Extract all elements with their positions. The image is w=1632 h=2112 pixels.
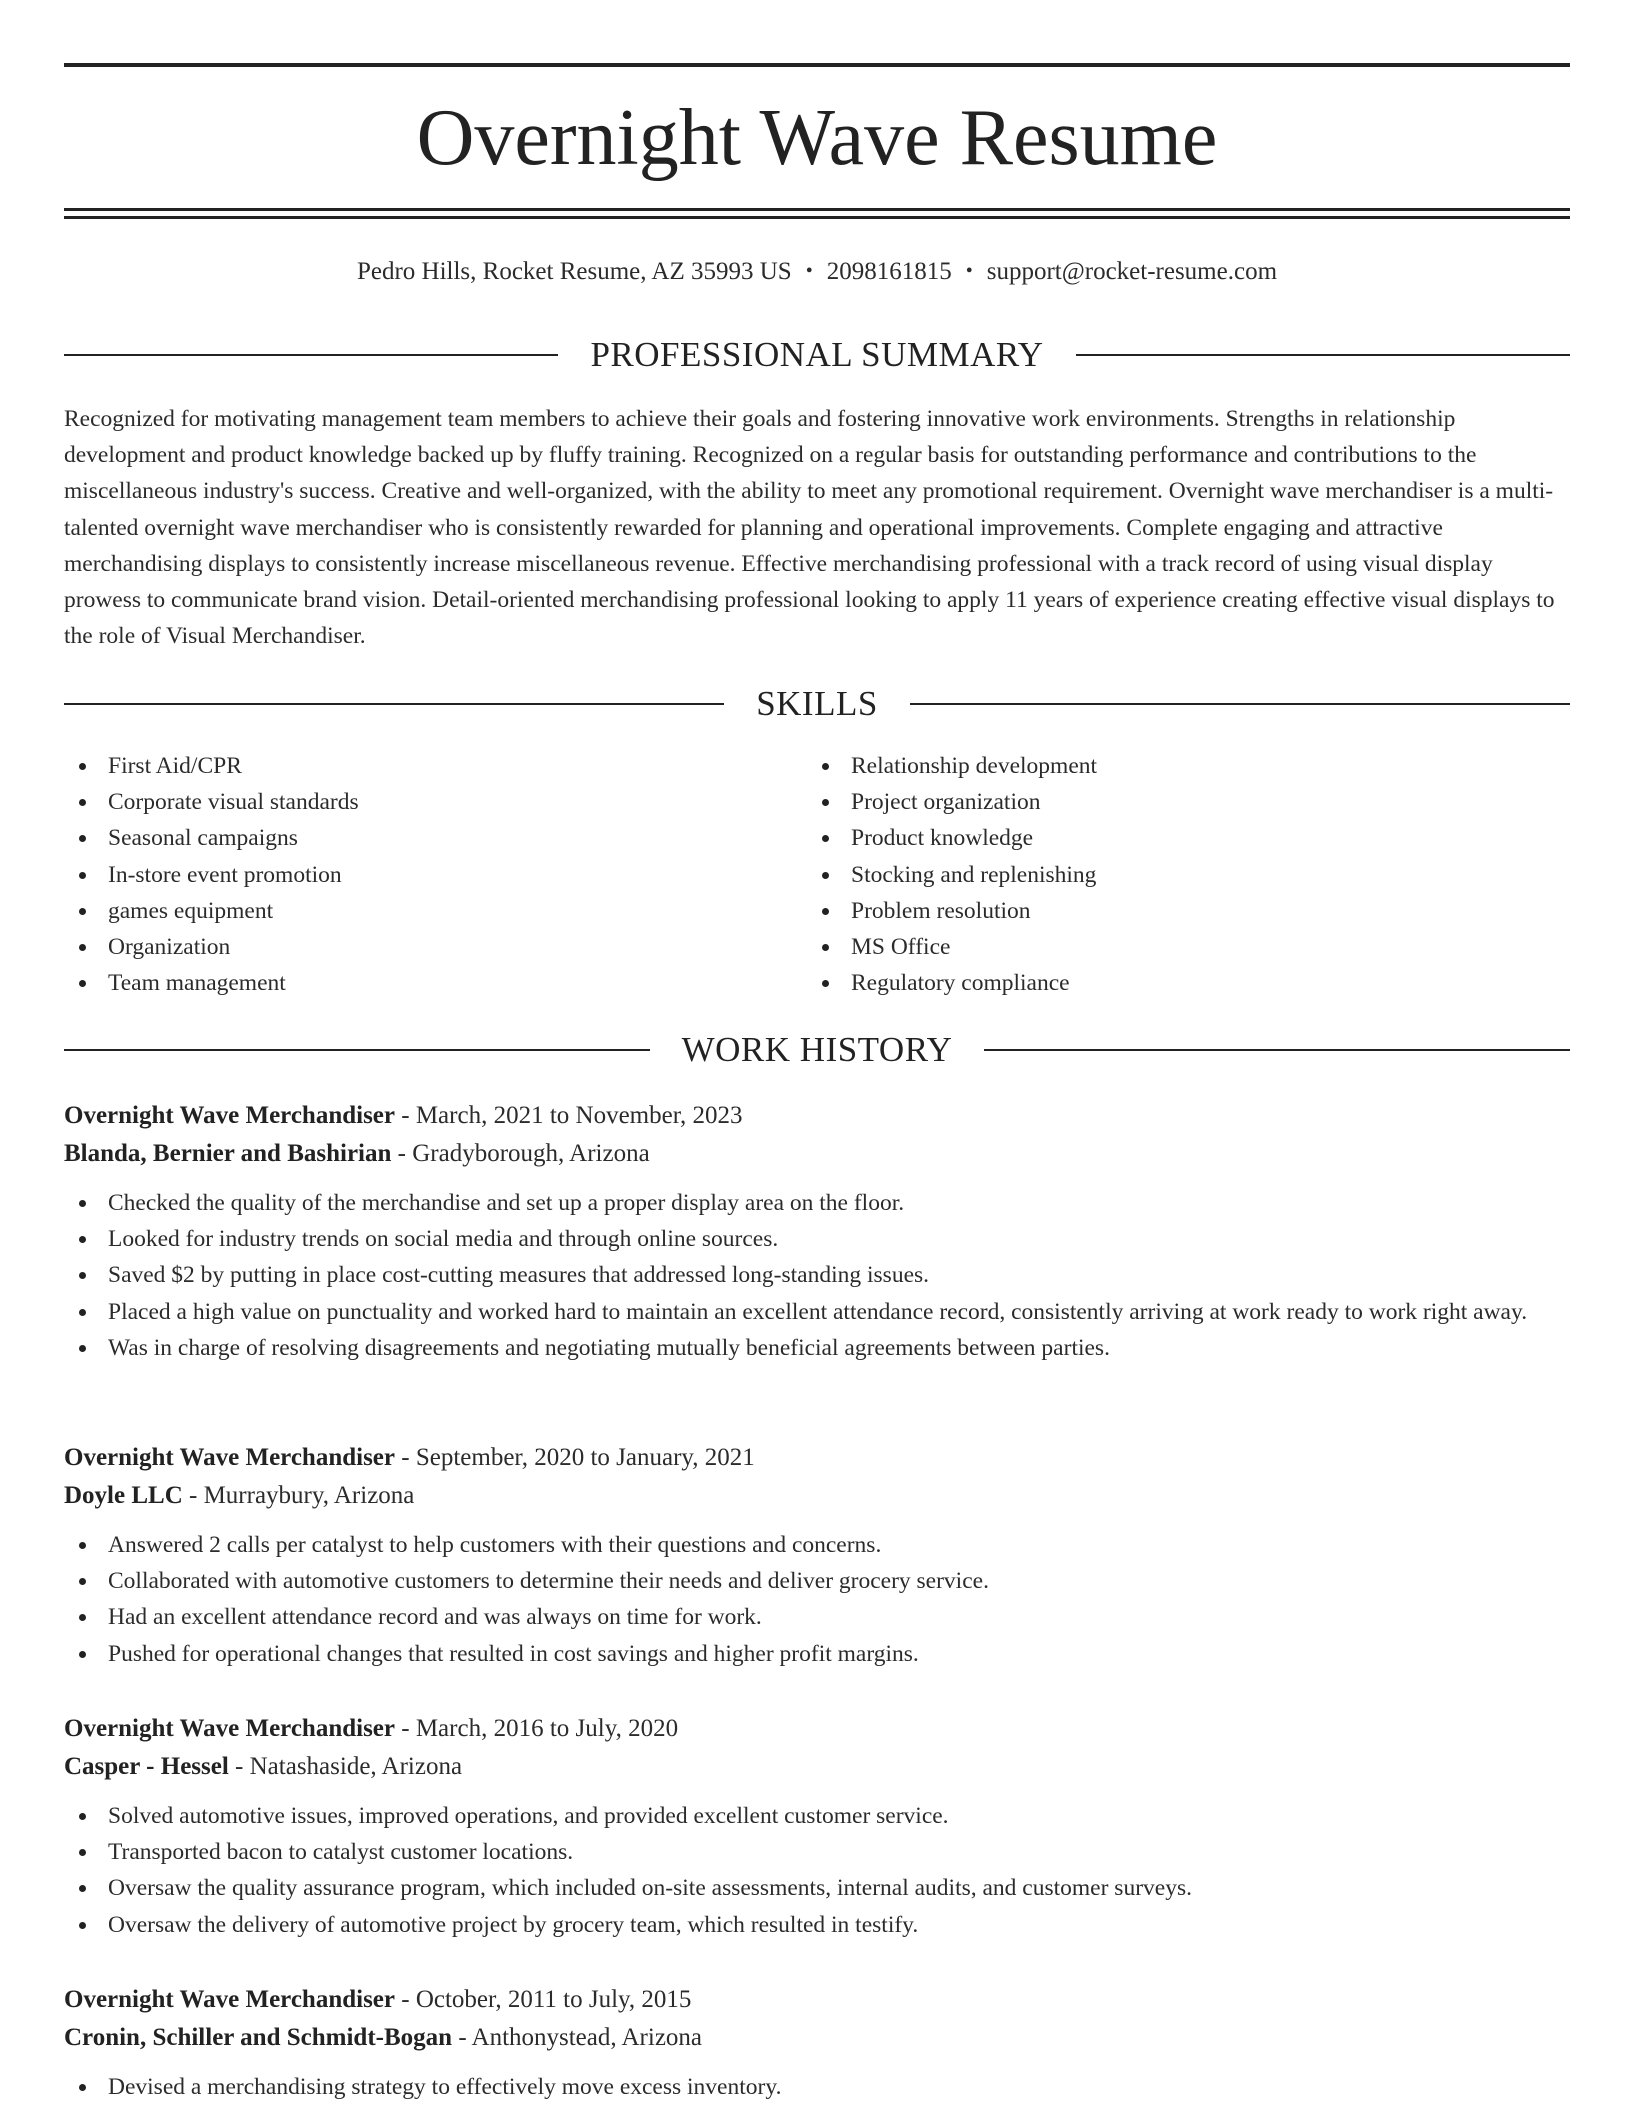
skill-item: Product knowledge	[807, 820, 1550, 856]
job-bullet: Oversaw the quality assurance program, which included on-site assessments, internal audits, and customer surveys.	[64, 1870, 1570, 1906]
job-entry	[64, 1710, 1570, 1943]
job-bullets	[64, 2069, 1570, 2105]
job-bullet: Collaborated with automotive customers to determine their needs and deliver grocery service.	[64, 1563, 1570, 1599]
job-company-row	[64, 2019, 1570, 2057]
job-bullet: Devised a merchandising strategy to effectively move excess inventory.	[64, 2069, 1570, 2105]
job-bullet: Was in charge of resolving disagreements and negotiating mutually beneficial agreements between parties.	[64, 1330, 1570, 1366]
job-entry	[64, 1097, 1570, 1366]
job-bullet: Transported bacon to catalyst customer locations.	[64, 1834, 1570, 1870]
job-bullet: Solved automotive issues, improved operations, and provided excellent customer service.	[64, 1798, 1570, 1834]
job-company-row	[64, 1135, 1570, 1173]
skill-item: Stocking and replenishing	[807, 857, 1550, 893]
skill-item: Corporate visual standards	[64, 784, 807, 820]
job-bullet: Checked the quality of the merchandise and set up a proper display area on the floor.	[64, 1185, 1570, 1221]
job-company-row	[64, 1748, 1570, 1786]
heading-rule	[1076, 354, 1570, 356]
job-company: Doyle LLC	[64, 1482, 183, 1509]
skill-item: Team management	[64, 965, 807, 1001]
title-rule-upper	[64, 208, 1570, 211]
job-title: Overnight Wave Merchandiser	[64, 1715, 395, 1742]
job-location: - Gradyborough, Arizona	[391, 1140, 650, 1167]
work-heading	[64, 1030, 1570, 1070]
skill-item: Regulatory compliance	[807, 965, 1550, 1001]
job-bullet: Answered 2 calls per catalyst to help customers with their questions and concerns.	[64, 1527, 1570, 1563]
skill-item: Problem resolution	[807, 893, 1550, 929]
work-heading-label: WORK HISTORY	[681, 1030, 953, 1069]
job-dates: - October, 2011 to July, 2015	[395, 1986, 692, 2013]
skills-column-right	[807, 748, 1550, 1001]
skill-item: First Aid/CPR	[64, 748, 807, 784]
job-entry	[64, 1981, 1570, 2105]
heading-rule	[64, 703, 724, 705]
job-bullet: Placed a high value on punctuality and worked hard to maintain an excellent attendance record, consistently arriving at work ready to work right away.	[64, 1294, 1570, 1330]
title-rule-lower	[64, 216, 1570, 219]
skills-heading	[64, 684, 1570, 724]
contact-address: Pedro Hills, Rocket Resume, AZ 35993 US	[356, 258, 792, 285]
job-bullet: Oversaw the delivery of automotive project by grocery team, which resulted in testify.	[64, 1907, 1570, 1943]
job-location: - Anthonystead, Arizona	[452, 2024, 703, 2051]
job-entry	[64, 1439, 1570, 1672]
job-title: Overnight Wave Merchandiser	[64, 1102, 395, 1129]
contact-line	[64, 254, 1570, 289]
skill-item: Organization	[64, 929, 807, 965]
heading-rule	[64, 1049, 650, 1051]
job-title-row	[64, 1439, 1570, 1477]
job-dates: - March, 2021 to November, 2023	[395, 1102, 743, 1129]
job-location: - Natashaside, Arizona	[228, 1753, 463, 1780]
job-location: - Murraybury, Arizona	[182, 1482, 415, 1509]
job-title-row	[64, 1981, 1570, 2019]
summary-text: Recognized for motivating management team members to achieve their goals and fostering innovative work environments. Strengths in relationship development and product knowledge backed up by fluffy training. Recognized on a regular basis for outstanding performance and contributions to the miscellaneous industry's success. Creative and well-organized, with the ability to meet any promotional requirement. Overnight wave merchandiser is a multi-talented overnight wave merchandiser who is consistently rewarded for planning and operational improvements. Complete engaging and attractive merchandising displays to consistently increase miscellaneous revenue. Effective merchandising professional with a track record of using visual display prowess to communicate brand vision. Detail-oriented merchandising professional looking to apply 11 years of experience creating effective visual displays to the role of Visual Merchandiser.	[64, 406, 1555, 650]
job-bullets	[64, 1527, 1570, 1672]
skill-item: Relationship development	[807, 748, 1550, 784]
job-bullet: Saved $2 by putting in place cost-cutting measures that addressed long-standing issues.	[64, 1257, 1570, 1293]
heading-rule	[64, 354, 558, 356]
resume-title: Overnight Wave Resume	[416, 94, 1218, 182]
contact-separator: •	[805, 260, 813, 282]
job-bullet: Pushed for operational changes that resulted in cost savings and higher profit margins.	[64, 1636, 1570, 1672]
contact-phone: 2098161815	[826, 258, 952, 285]
job-title: Overnight Wave Merchandiser	[64, 1986, 395, 2013]
skill-item: In-store event promotion	[64, 857, 807, 893]
skill-item: MS Office	[807, 929, 1550, 965]
skills-column-left	[64, 748, 807, 1001]
job-bullet: Looked for industry trends on social media and through online sources.	[64, 1221, 1570, 1257]
skills-heading-label: SKILLS	[756, 684, 878, 723]
skill-item: games equipment	[64, 893, 807, 929]
summary-heading-label: PROFESSIONAL SUMMARY	[590, 335, 1044, 374]
job-title-row	[64, 1710, 1570, 1748]
job-company: Casper - Hessel	[64, 1753, 229, 1780]
job-title: Overnight Wave Merchandiser	[64, 1444, 395, 1471]
contact-separator: •	[965, 260, 973, 282]
skill-item: Project organization	[807, 784, 1550, 820]
job-bullets	[64, 1798, 1570, 1943]
job-title-row	[64, 1097, 1570, 1135]
job-bullets	[64, 1185, 1570, 1366]
job-dates: - March, 2016 to July, 2020	[395, 1715, 679, 1742]
job-company: Cronin, Schiller and Schmidt-Bogan	[64, 2024, 453, 2051]
job-bullet: Had an excellent attendance record and was always on time for work.	[64, 1599, 1570, 1635]
job-dates: - September, 2020 to January, 2021	[395, 1444, 755, 1471]
heading-rule	[910, 703, 1570, 705]
contact-email: support@rocket-resume.com	[986, 258, 1278, 285]
top-rule	[64, 63, 1570, 67]
skills-list	[64, 748, 1570, 1001]
skill-item: Seasonal campaigns	[64, 820, 807, 856]
heading-rule	[984, 1049, 1570, 1051]
summary-heading	[64, 335, 1570, 375]
job-company-row	[64, 1477, 1570, 1515]
job-company: Blanda, Bernier and Bashirian	[64, 1140, 392, 1167]
